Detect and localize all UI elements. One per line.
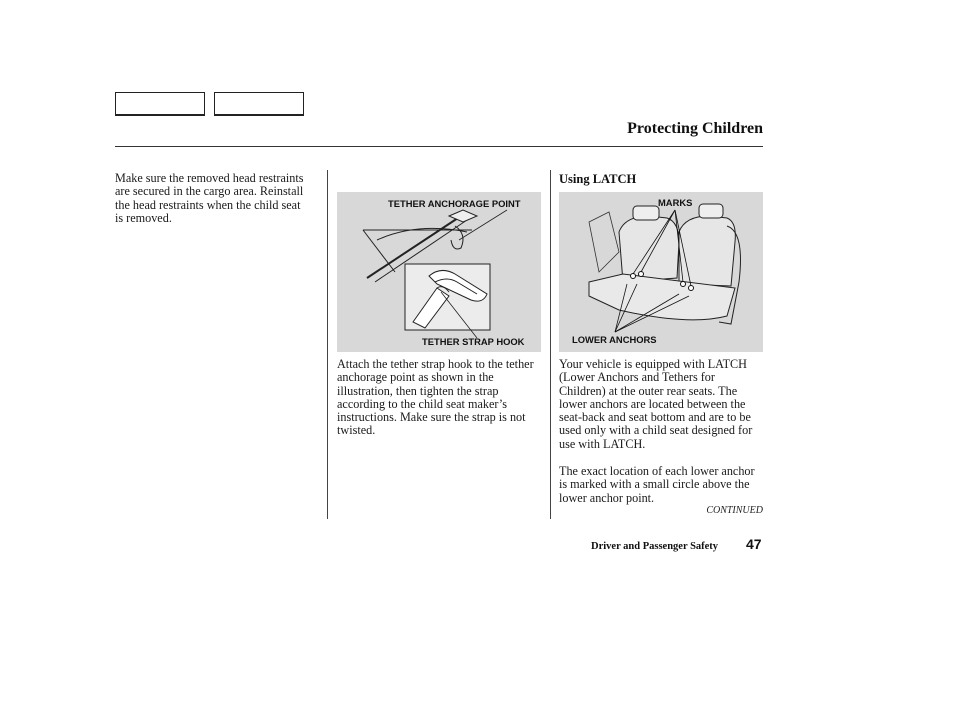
right-paragraph-1: Your vehicle is equipped with LATCH (Lower Anchors and Tethers for Children) at the outer rear seats. The lower anchors are located between the seat-back and seat bottom and are to be used only with a child seat designed for use with LATCH. xyxy=(559,357,753,451)
header-rule xyxy=(115,146,763,147)
right-paragraph-2: The exact location of each lower anchor is marked with a small circle above the lower anchor point. xyxy=(559,464,755,505)
column-divider-left xyxy=(327,170,328,519)
tether-illustration xyxy=(337,192,541,352)
latch-illustration-drawing xyxy=(559,192,763,352)
using-latch-heading: Using LATCH xyxy=(559,172,637,186)
lower-anchors-label: LOWER ANCHORS xyxy=(572,334,657,345)
column-divider-right xyxy=(550,170,551,519)
tether-strap-hook-label: TETHER STRAP HOOK xyxy=(422,336,525,347)
page-number: 47 xyxy=(746,536,762,552)
tether-illustration-drawing xyxy=(337,192,541,352)
tether-anchorage-point-label: TETHER ANCHORAGE POINT xyxy=(388,198,521,209)
latch-illustration xyxy=(559,192,763,352)
continued-note: CONTINUED xyxy=(706,505,763,516)
left-paragraph: Make sure the removed head restraints are secured in the cargo area. Reinstall the head restraints when the child seat is removed. xyxy=(115,171,304,225)
middle-paragraph: Attach the tether strap hook to the tether anchorage point as shown in the illustration, then tighten the strap according to the child seat maker’s instructions. Make sure the strap is not twisted. xyxy=(337,357,534,438)
header-tab-box-1 xyxy=(115,92,205,116)
page-title: Protecting Children xyxy=(627,120,763,137)
header-tab-box-2 xyxy=(214,92,304,116)
footer-section-title: Driver and Passenger Safety xyxy=(591,541,719,552)
marks-label: MARKS xyxy=(658,197,693,208)
